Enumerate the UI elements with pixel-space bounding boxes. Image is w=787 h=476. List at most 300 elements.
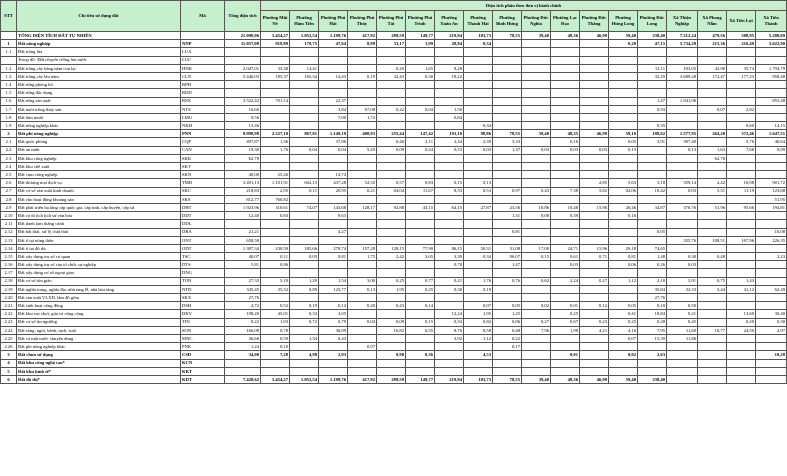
row-value: 2,95 xyxy=(261,187,290,195)
row-value xyxy=(319,81,348,89)
row-value: 1,43 xyxy=(727,277,756,285)
row-value xyxy=(698,302,727,310)
row-value: 0,25 xyxy=(406,285,435,293)
table-row xyxy=(1,154,787,162)
row-value: 0,03 xyxy=(522,146,551,154)
row-value xyxy=(698,212,727,220)
row-value: 0,13 xyxy=(348,285,377,293)
row-code: LUC xyxy=(181,56,225,64)
row-value: 219,94 xyxy=(435,375,464,383)
row-value: 1,25 xyxy=(493,310,522,318)
row-value xyxy=(638,359,667,367)
row-name: Đất khu chế xuất xyxy=(17,163,181,171)
row-value xyxy=(667,375,698,383)
row-value xyxy=(609,105,638,113)
row-total: 27,33 xyxy=(225,277,261,285)
row-value xyxy=(435,359,464,367)
row-value xyxy=(698,351,727,359)
row-value: 43,15 xyxy=(406,203,435,211)
row-value: 62,78 xyxy=(698,154,727,162)
row-value xyxy=(756,244,787,252)
row-value xyxy=(756,261,787,269)
row-value: 149,77 xyxy=(406,375,435,383)
row-value xyxy=(348,294,377,302)
row-code: SKX xyxy=(181,294,225,302)
row-value xyxy=(727,253,756,261)
row-value xyxy=(348,261,377,269)
row-value xyxy=(522,64,551,72)
row-value xyxy=(493,294,522,302)
row-value: 901,72 xyxy=(756,179,787,187)
row-value: 0,46 xyxy=(377,138,406,146)
row-value xyxy=(464,294,493,302)
table-row xyxy=(1,253,787,261)
row-value xyxy=(290,122,319,130)
row-value xyxy=(551,236,580,244)
row-value xyxy=(667,212,698,220)
row-value xyxy=(464,367,493,375)
row-value: 0,25 xyxy=(609,318,638,326)
row-value: 1,95 xyxy=(377,285,406,293)
row-value xyxy=(727,334,756,342)
row-value: 27,87 xyxy=(464,203,493,211)
row-value: 1,99 xyxy=(406,40,435,48)
row-value xyxy=(435,367,464,375)
row-value xyxy=(261,359,290,367)
row-value xyxy=(698,220,727,228)
row-value: 8,99 xyxy=(348,40,377,48)
row-value: 0,61 xyxy=(551,253,580,261)
row-value: 92,88 xyxy=(377,203,406,211)
row-name: Đất bãi thải, xử lý chất thải xyxy=(17,228,181,236)
row-value: 0,03 xyxy=(551,261,580,269)
row-value xyxy=(522,294,551,302)
row-value: 167,96 xyxy=(727,236,756,244)
row-value xyxy=(756,220,787,228)
row-value xyxy=(464,163,493,171)
row-value: 2,85 xyxy=(580,179,609,187)
row-value xyxy=(580,105,609,113)
row-total xyxy=(225,163,261,171)
row-stt: 3 xyxy=(1,351,17,359)
row-value xyxy=(406,334,435,342)
row-value: 3,18 xyxy=(638,179,667,187)
row-code: CAN xyxy=(181,146,225,154)
row-name: Đất phi nông nghiệp khác xyxy=(17,343,181,351)
row-value xyxy=(493,351,522,359)
row-code: DDL xyxy=(181,220,225,228)
row-value: 4,98 xyxy=(290,351,319,359)
row-total xyxy=(225,269,261,277)
row-value xyxy=(551,163,580,171)
row-value: 0,72 xyxy=(290,318,319,326)
row-value: 46,99 xyxy=(580,32,609,40)
row-value: 855,48 xyxy=(756,97,787,105)
row-name: Đất ở tại đô thị xyxy=(17,244,181,252)
row-value: 0,09 xyxy=(377,146,406,154)
row-value xyxy=(727,212,756,220)
row-value xyxy=(348,171,377,179)
row-value xyxy=(609,343,638,351)
row-value xyxy=(261,48,290,56)
row-stt: 2.3 xyxy=(1,154,17,162)
row-value xyxy=(435,302,464,310)
row-value xyxy=(580,343,609,351)
row-stt: 2.26 xyxy=(1,343,17,351)
row-value xyxy=(698,261,727,269)
row-value xyxy=(290,343,319,351)
row-value: 0,93 xyxy=(638,105,667,113)
row-value: 103,73 xyxy=(464,375,493,383)
row-value xyxy=(348,212,377,220)
row-value: 0,07 xyxy=(698,105,727,113)
row-value: 02,06 xyxy=(609,187,638,195)
row-code: CLN xyxy=(181,72,225,80)
row-value: 2,11 xyxy=(406,138,435,146)
row-stt: 1.9 xyxy=(1,122,17,130)
row-total: 16,60 xyxy=(225,105,261,113)
row-value xyxy=(522,220,551,228)
row-value: 1.101,91 xyxy=(261,179,290,187)
row-value xyxy=(698,228,727,236)
row-value xyxy=(377,212,406,220)
row-value: 0,03 xyxy=(290,253,319,261)
row-total: 2.047,01 xyxy=(225,64,261,72)
row-value xyxy=(580,212,609,220)
row-value: 2,93 xyxy=(319,351,348,359)
row-value: 33,17 xyxy=(377,40,406,48)
row-value xyxy=(464,269,493,277)
row-value: 0,05 xyxy=(609,302,638,310)
row-value: 0,19 xyxy=(464,285,493,293)
row-value xyxy=(493,359,522,367)
row-value xyxy=(580,72,609,80)
row-value: 588,95 xyxy=(727,32,756,40)
row-value: 8,76 xyxy=(435,326,464,334)
row-value xyxy=(580,48,609,56)
row-value xyxy=(493,171,522,179)
row-value xyxy=(638,195,667,203)
row-value xyxy=(756,343,787,351)
row-value xyxy=(522,48,551,56)
row-code: LMU xyxy=(181,113,225,121)
row-value: 10,28 xyxy=(756,351,787,359)
row-value xyxy=(406,122,435,130)
row-stt: 2.8 xyxy=(1,195,17,203)
row-value xyxy=(522,367,551,375)
row-stt: 2.11 xyxy=(1,220,17,228)
row-value xyxy=(551,359,580,367)
row-value: 64,15 xyxy=(435,203,464,211)
row-value: 20,95 xyxy=(319,187,348,195)
row-value xyxy=(348,310,377,318)
row-total: 19,30 xyxy=(225,146,261,154)
row-value: 4,16 xyxy=(609,326,638,334)
row-total: 62,78 xyxy=(225,154,261,162)
header-unit: Phường Lạc Đạo xyxy=(551,11,580,32)
row-name: Đất khu vui chơi, giải trí công cộng xyxy=(17,310,181,318)
row-name: Đất cho hoạt động khoáng sản xyxy=(17,195,181,203)
row-value xyxy=(727,375,756,383)
row-value: 0,27 xyxy=(522,318,551,326)
row-value xyxy=(377,367,406,375)
row-value: 0,45 xyxy=(667,318,698,326)
row-value xyxy=(756,113,787,121)
row-stt: 2.16 xyxy=(1,261,17,269)
row-code: CSD xyxy=(181,351,225,359)
row-value xyxy=(667,228,698,236)
row-value xyxy=(464,195,493,203)
row-value xyxy=(464,97,493,105)
row-value: 289,59 xyxy=(377,375,406,383)
row-stt xyxy=(1,56,17,64)
row-value: 33,38 xyxy=(261,64,290,72)
table-row xyxy=(1,130,787,138)
row-total: 812,77 xyxy=(225,195,261,203)
row-value xyxy=(406,220,435,228)
row-value xyxy=(551,64,580,72)
row-value: 3.689,28 xyxy=(667,72,698,80)
row-value: 0,79 xyxy=(319,318,348,326)
row-code: DTS xyxy=(181,261,225,269)
row-value: 35,84 xyxy=(638,285,667,293)
row-value xyxy=(261,269,290,277)
header-category: Chỉ tiêu sử dụng đất xyxy=(17,1,181,32)
row-value xyxy=(667,113,698,121)
row-value xyxy=(406,367,435,375)
table-row xyxy=(1,334,787,342)
row-value: 51,95 xyxy=(756,195,787,203)
row-value xyxy=(551,195,580,203)
table-row xyxy=(1,277,787,285)
row-value xyxy=(667,154,698,162)
row-value: 185,66 xyxy=(290,244,319,252)
row-value xyxy=(522,261,551,269)
row-value xyxy=(435,171,464,179)
row-name: Đất sản xuất VLXD, làm đồ gốm xyxy=(17,294,181,302)
row-value xyxy=(348,220,377,228)
row-stt: 1.3 xyxy=(1,72,17,80)
table-row xyxy=(1,163,787,171)
row-value: 51,96 xyxy=(698,203,727,211)
row-value xyxy=(609,236,638,244)
table-row xyxy=(1,56,787,64)
row-value: 479,56 xyxy=(698,32,727,40)
row-value xyxy=(522,171,551,179)
row-name: Đất quốc phòng xyxy=(17,138,181,146)
row-value: 2,63 xyxy=(638,351,667,359)
row-value xyxy=(727,351,756,359)
row-value: 355,76 xyxy=(667,236,698,244)
row-stt: 6 xyxy=(1,375,17,383)
row-value xyxy=(609,220,638,228)
row-value: 47,15 xyxy=(638,40,667,48)
row-value xyxy=(261,56,290,64)
table-row xyxy=(1,122,787,130)
header-unit: Phường Hưng Long xyxy=(609,11,638,32)
row-value: 32,43 xyxy=(377,72,406,80)
row-value: 0,30 xyxy=(406,72,435,80)
row-value: 2,44 xyxy=(435,138,464,146)
row-value: 8,53 xyxy=(435,187,464,195)
row-value: 29,18 xyxy=(609,244,638,252)
row-value: 867,81 xyxy=(290,130,319,138)
row-value xyxy=(667,48,698,56)
row-value: 8,58 xyxy=(464,326,493,334)
row-stt: 2.22 xyxy=(1,310,17,318)
row-value: 0,03 xyxy=(551,146,580,154)
row-value xyxy=(667,220,698,228)
row-value: 0,57 xyxy=(377,179,406,187)
row-value: 0,25 xyxy=(377,277,406,285)
row-value xyxy=(551,56,580,64)
row-value: 1,12 xyxy=(609,277,638,285)
row-value: 1,47 xyxy=(638,97,667,105)
row-value: 0,36 xyxy=(406,351,435,359)
row-value: 0,52 xyxy=(261,302,290,310)
row-value: 1,75 xyxy=(348,253,377,261)
header-total: Tổng diện tích xyxy=(225,1,261,32)
row-value xyxy=(580,171,609,179)
row-value: 2,97 xyxy=(756,326,787,334)
row-value xyxy=(698,294,727,302)
row-name: Đất cụm công nghiệp xyxy=(17,171,181,179)
row-value xyxy=(698,56,727,64)
row-value: 42,90 xyxy=(698,64,727,72)
row-value xyxy=(319,294,348,302)
row-name: Đất an ninh xyxy=(17,146,181,154)
table-row xyxy=(1,32,787,40)
row-value: 2,24 xyxy=(551,277,580,285)
row-code: TON xyxy=(181,277,225,285)
row-value: 0,16 xyxy=(609,212,638,220)
row-value xyxy=(406,228,435,236)
row-value: 143,68 xyxy=(319,203,348,211)
row-value: 310,61 xyxy=(261,203,290,211)
row-stt: 2.6 xyxy=(1,179,17,187)
row-value xyxy=(551,367,580,375)
row-total: 198,20 xyxy=(225,310,261,318)
row-value: 0,14 xyxy=(319,302,348,310)
row-value xyxy=(290,195,319,203)
row-stt: 2.19 xyxy=(1,285,17,293)
row-stt: 2.14 xyxy=(1,244,17,252)
row-value xyxy=(493,220,522,228)
row-value xyxy=(464,105,493,113)
row-value xyxy=(493,269,522,277)
row-code: TSC xyxy=(181,253,225,261)
row-value xyxy=(698,375,727,383)
row-value: 2,92 xyxy=(727,105,756,113)
row-value xyxy=(348,97,377,105)
row-value: 1,31 xyxy=(493,212,522,220)
row-value: 417,92 xyxy=(348,32,377,40)
header-unit: Xã Tiến Thành xyxy=(756,11,787,32)
row-value: 40,64 xyxy=(756,138,787,146)
row-value: 0,13 xyxy=(667,146,698,154)
row-value: 0,17 xyxy=(493,343,522,351)
row-value: 1.052,54 xyxy=(290,32,319,40)
row-code: PNN xyxy=(181,130,225,138)
row-total: 2,72 xyxy=(225,302,261,310)
row-value xyxy=(522,310,551,318)
row-value xyxy=(667,269,698,277)
row-value: 0,35 xyxy=(638,122,667,130)
row-value: 185,37 xyxy=(261,72,290,80)
row-value xyxy=(698,89,727,97)
row-stt: 4 xyxy=(1,359,17,367)
row-value: 0,15 xyxy=(406,318,435,326)
row-stt: 2.1 xyxy=(1,138,17,146)
row-value xyxy=(348,89,377,97)
row-stt: 2.15 xyxy=(1,253,17,261)
row-value xyxy=(435,56,464,64)
row-value: 0,07 xyxy=(609,334,638,342)
row-value xyxy=(638,367,667,375)
row-value xyxy=(348,154,377,162)
row-value xyxy=(727,171,756,179)
row-value xyxy=(638,81,667,89)
row-code: SKS xyxy=(181,195,225,203)
row-value xyxy=(667,244,698,252)
row-value xyxy=(551,89,580,97)
row-value: 27,76 xyxy=(638,294,667,302)
row-name: Đất xây dựng cơ sở ngoại giao xyxy=(17,269,181,277)
row-total: 40,00 xyxy=(225,171,261,179)
table-row xyxy=(1,310,787,318)
row-stt: 1.5 xyxy=(1,89,17,97)
row-value: 78,55 xyxy=(493,32,522,40)
row-value: 165,34 xyxy=(290,72,319,80)
row-value: 0,21 xyxy=(435,277,464,285)
table-row xyxy=(1,138,787,146)
row-value: 0,34 xyxy=(464,122,493,130)
row-value: 0,03 xyxy=(667,261,698,269)
row-value: 216,49 xyxy=(727,40,756,48)
row-value: 3,65 xyxy=(406,253,435,261)
row-value: 0,05 xyxy=(493,302,522,310)
row-value: 108,51 xyxy=(698,236,727,244)
row-value xyxy=(377,163,406,171)
row-value: 31,08 xyxy=(493,244,522,252)
table-row xyxy=(1,236,787,244)
row-value: 0,70 xyxy=(435,261,464,269)
row-value xyxy=(319,236,348,244)
row-value: 0,81 xyxy=(493,228,522,236)
row-total: 7.428,62 xyxy=(225,375,261,383)
row-value xyxy=(290,359,319,367)
row-value: 177,23 xyxy=(727,72,756,80)
row-value: 0,53 xyxy=(464,187,493,195)
row-value xyxy=(464,228,493,236)
row-value: 0,10 xyxy=(261,343,290,351)
row-value xyxy=(727,48,756,56)
row-value xyxy=(348,269,377,277)
row-value xyxy=(435,122,464,130)
row-value xyxy=(348,195,377,203)
row-value: 179,75 xyxy=(290,40,319,48)
row-value xyxy=(464,48,493,56)
row-value: 0,28 xyxy=(609,40,638,48)
row-value: 103,73 xyxy=(464,32,493,40)
row-value xyxy=(406,89,435,97)
row-value xyxy=(756,89,787,97)
row-value xyxy=(348,163,377,171)
row-value: 0,98 xyxy=(377,351,406,359)
row-value xyxy=(493,105,522,113)
row-name: Đất đô thị* xyxy=(17,375,181,383)
header-unit: Phường Đức Thắng xyxy=(580,11,609,32)
